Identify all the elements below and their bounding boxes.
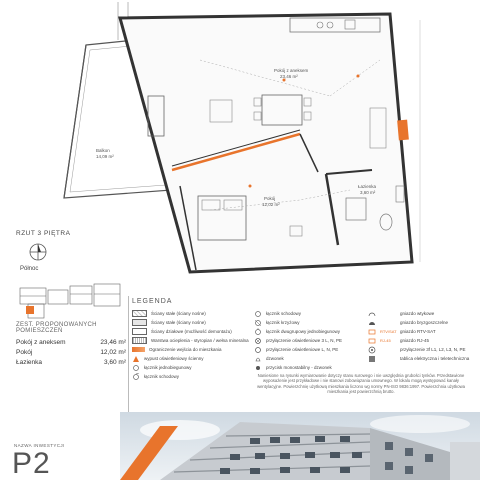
legend-item: łącznik schodowy xyxy=(254,309,374,318)
floor-title: RZUT 3 PIĘTRA xyxy=(16,230,71,237)
legend-item: łącznik dwugrupowy jednobiegunowy xyxy=(254,327,374,336)
legend-item: przyłączenie oświetleniowe L, N, PE xyxy=(254,345,374,354)
legend-item: gniazdo wtykowe xyxy=(368,309,474,318)
legend-title: LEGENDA xyxy=(132,298,173,305)
building-rendering xyxy=(120,412,480,480)
summary-title-1: ZEST. PROPONOWANYCH xyxy=(16,322,97,328)
legend-item: łącznik schodowy xyxy=(132,372,252,381)
north-label: Północ xyxy=(20,266,39,272)
legend-col-2 xyxy=(254,309,374,372)
button-icon xyxy=(254,364,262,372)
switch-icon xyxy=(254,319,262,327)
switch-icon xyxy=(132,373,140,381)
socket-icon xyxy=(368,310,376,318)
north-arrow-icon xyxy=(28,242,48,262)
key-plan xyxy=(18,282,122,322)
investment-label: NAZWA INWESTYCJI xyxy=(14,443,65,448)
legend-item: Warstwa ocieplenia - styropian / wełna mineralna xyxy=(132,336,252,345)
legend-item: dzwonek xyxy=(254,354,374,363)
summary-row xyxy=(16,359,126,366)
legend-item: przyłączenie oświetleniowe 3 L, N, PE xyxy=(254,336,374,345)
legend-item: gniazdo bryzgoszczelne xyxy=(368,318,474,327)
summary-room-unit: m² xyxy=(118,339,126,346)
legend-item: przycisk monostabilny - dzwonek xyxy=(254,363,374,372)
summary-room-unit: m² xyxy=(118,349,126,356)
legend-item: łącznik jednobiegunowy xyxy=(132,363,252,372)
tv-socket-icon xyxy=(368,328,376,336)
disclaimer: Naniesione na rysunki wymiarowanie dotyczy stanu surowego i nie uwzględnia grubości tynków. Przedstawione wyposażenie jest przykładowe i nie stanowi zobowiązania umownego. W lokalu mogą występować kanały wentylacyjne. Powierzchnię użytkową mieszkania liczono wg normy PN-ISO 9836:1997. Powierzchnia użytkowa mieszkania jest powierzchnią brutto. xyxy=(257,373,465,395)
legend-item: RTV/SAT gniazdo RTV-SAT xyxy=(368,327,474,336)
legend-item: łącznik krzyżowy xyxy=(254,318,374,327)
summary-row xyxy=(16,349,126,356)
legend-item: tablica elektryczna i teletechniczna xyxy=(368,354,474,363)
legend-col-1 xyxy=(132,309,252,381)
apartment-walls xyxy=(120,14,412,272)
legend-item: Ograniczenie wejścia do mieszkania xyxy=(132,345,252,354)
light-point-icon xyxy=(254,337,262,345)
panel-icon xyxy=(368,355,376,363)
summary-room-area: 23,46 xyxy=(100,339,117,346)
room2-area: 12,02 m² xyxy=(262,202,280,207)
legend-item: RJ-45 gniazdo RJ-45 xyxy=(368,336,474,345)
summary-room-name: Pokój z aneksem xyxy=(16,339,66,346)
light-point-icon xyxy=(254,346,262,354)
bell-icon xyxy=(254,355,262,363)
wall-light-icon xyxy=(132,355,140,363)
summary-title-2: POMIESZCZEŃ xyxy=(16,328,63,334)
room2-label: Pokój xyxy=(264,196,276,201)
switch-icon xyxy=(254,310,262,318)
switch-icon xyxy=(254,328,262,336)
legend-item: Ściany stałe (ściany nośne) xyxy=(132,309,252,318)
switch-icon xyxy=(132,364,140,372)
summary-room-area: 12,02 xyxy=(100,349,117,356)
room1-label: Pokój z aneksem xyxy=(274,68,309,73)
socket-icon xyxy=(368,319,376,327)
legend-col-3 xyxy=(368,309,474,363)
balcony-area: 14,09 m² xyxy=(96,154,114,159)
summary-room-unit: m² xyxy=(118,359,126,366)
bath-area: 3,60 m² xyxy=(360,190,376,195)
bath-label: Łazienka xyxy=(358,184,377,189)
summary-room-name: Łazienka xyxy=(16,359,43,366)
room1-area: 23,46 m² xyxy=(280,74,298,79)
summary-row xyxy=(16,339,126,346)
network-socket-icon xyxy=(368,337,376,345)
legend-item: Ściany działowe (możliwość demontażu) xyxy=(132,327,252,336)
power-socket-icon xyxy=(368,346,376,354)
balcony-label: Balkon xyxy=(96,148,110,153)
legend-item: Ściany stałe (ściany nośne) xyxy=(132,318,252,327)
legend-item: wypust oświetleniowy ścienny xyxy=(132,354,252,363)
investment-name: P2 xyxy=(12,447,51,480)
legend-item: przyłączenie 3f L1, L2, L3, N, PE xyxy=(368,345,474,354)
summary-room-area: 3,60 xyxy=(103,359,117,366)
summary-room-name: Pokój xyxy=(16,349,33,356)
